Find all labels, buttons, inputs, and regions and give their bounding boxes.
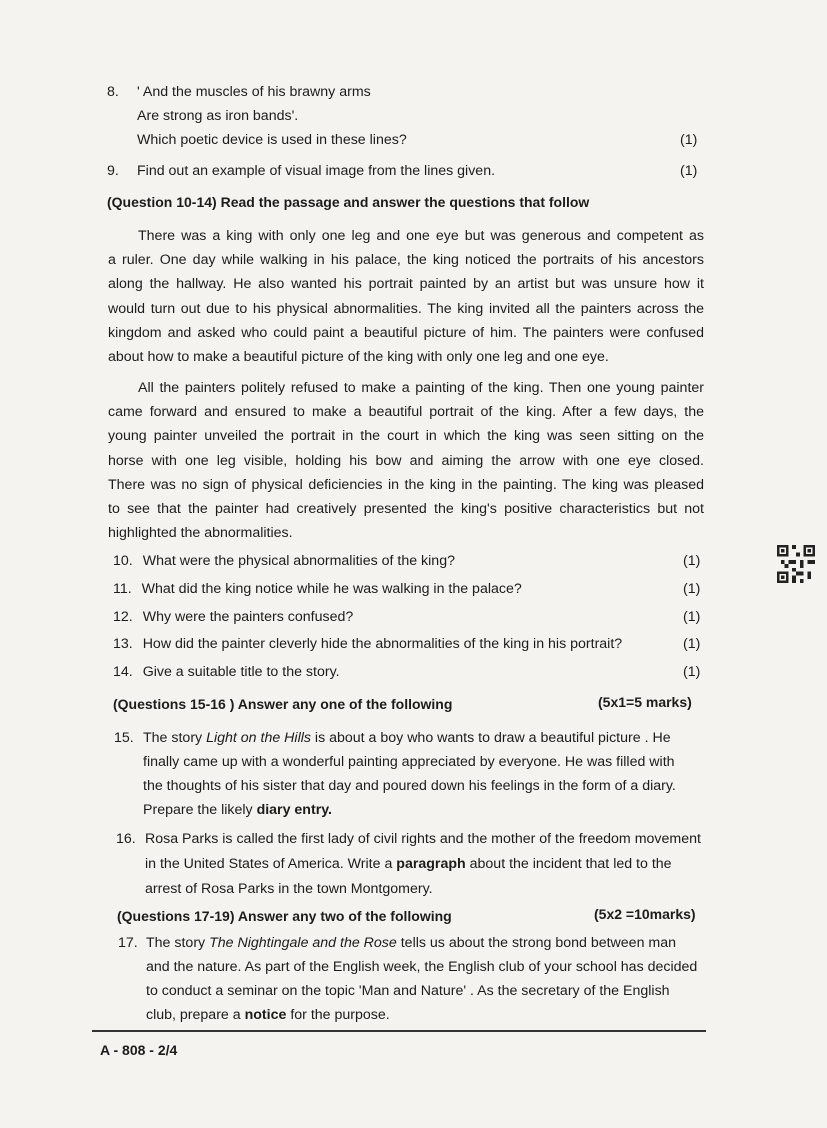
question-number: 8.	[107, 84, 119, 100]
question-number: 14.	[113, 664, 133, 680]
passage-line: would turn out due to his physical abnormalities. The king invited all the painters across the	[108, 300, 704, 317]
section-heading-17-19: (Questions 17-19) Answer any two of the following	[117, 908, 452, 924]
passage-paragraph-1	[108, 224, 704, 369]
passage-line: about how to make a beautiful picture of the king with only one leg and one eye.	[108, 348, 609, 365]
question-9	[107, 159, 707, 183]
question-11	[113, 576, 703, 602]
question-number: 15.	[114, 730, 134, 746]
section-heading-15-16: (Questions 15-16 ) Answer any one of the following	[113, 696, 453, 712]
question-line: arrest of Rosa Parks in the town Montgomery.	[145, 881, 433, 897]
question-mark: (1)	[683, 553, 701, 569]
passage-line: There was a king with only one leg and one eye but was generous and competent as	[138, 228, 704, 244]
question-line: the thoughts of his sister that day and poured down his feelings in the form of a diary.	[143, 778, 676, 794]
story-title: Light on the Hills	[206, 730, 311, 746]
task-keyword: paragraph	[396, 856, 466, 872]
question-10	[113, 548, 703, 574]
question-text: Give a suitable title to the story.	[142, 664, 340, 680]
passage-line: horse with one leg visible, holding his bow and aiming the arrow with one eye closed.	[108, 452, 704, 469]
question-number: 12.	[113, 609, 133, 625]
question-line: The story The Nightingale and the Rose tells us about the strong bond between man	[146, 935, 677, 951]
question-number: 9.	[107, 163, 119, 179]
question-number: 17.	[118, 935, 138, 951]
question-number: 10.	[113, 553, 133, 569]
question-line: club, prepare a notice for the purpose.	[146, 1007, 390, 1023]
footer-divider	[92, 1030, 706, 1032]
question-text: Why were the painters confused?	[142, 609, 354, 625]
passage-line: came forward and ensured to make a beautiful portrait of the king. After a few days, the	[108, 404, 704, 421]
question-line: to conduct a seminar on the topic 'Man and Nature' . As the secretary of the English	[146, 983, 670, 999]
passage-line: All the painters politely refused to make a painting of the king. Then one young painter	[138, 380, 704, 396]
question-line: The story Light on the Hills is about a boy who wants to draw a beautiful picture . He	[143, 730, 671, 746]
story-title: The Nightingale and the Rose	[209, 935, 397, 951]
question-mark: (1)	[680, 163, 698, 179]
question-line: Rosa Parks is called the first lady of civil rights and the mother of the freedom movement	[145, 831, 701, 847]
question-line: finally came up with a wonderful painting appreciated by everyone. He was filled with	[143, 754, 675, 770]
question-line: and the nature. As part of the English week, the English club of your school has decided	[146, 959, 698, 975]
question-mark: (1)	[683, 609, 701, 625]
page-footer: A - 808 - 2/4	[100, 1042, 178, 1058]
question-13	[113, 631, 703, 657]
question-text: What did the king notice while he was walking in the palace?	[141, 581, 522, 597]
task-keyword: notice	[244, 1007, 287, 1023]
question-text: Find out an example of visual image from the lines given.	[137, 163, 496, 179]
passage-line: along the hallway. He also wanted his portrait painted by an artist but was unsure how it	[108, 276, 704, 293]
question-12	[113, 604, 703, 630]
question-8	[107, 80, 707, 152]
question-14	[113, 659, 703, 685]
poem-line-2: Are strong as iron bands'.	[137, 108, 299, 124]
question-number: 16.	[116, 831, 136, 847]
poem-line-1: ' And the muscles of his brawny arms	[137, 84, 371, 100]
qr-code-icon	[776, 545, 816, 583]
passage-paragraph-2	[108, 376, 704, 545]
passage-line: There was no sign of physical deficiencies in the king in the painting. The king was pleased	[108, 476, 704, 493]
question-mark: (1)	[680, 132, 698, 148]
task-keyword: diary entry.	[256, 802, 332, 818]
question-number: 11.	[113, 581, 132, 597]
passage-line: young painter unveiled the portrait in the court in which the king was seen sitting on the	[108, 428, 704, 445]
question-text: Which poetic device is used in these lines?	[137, 132, 407, 148]
passage-line: highlighted the abnormalities.	[108, 525, 293, 542]
passage-heading: (Question 10-14) Read the passage and answer the questions that follow	[107, 194, 590, 210]
question-mark: (1)	[683, 581, 701, 597]
question-16	[116, 827, 716, 902]
question-text: How did the painter cleverly hide the abnormalities of the king in his portrait?	[142, 636, 623, 652]
question-line: Prepare the likely diary entry.	[143, 802, 332, 818]
question-15	[114, 726, 714, 822]
question-mark: (1)	[683, 664, 701, 680]
passage-line: to see that the painter had creatively presented the king's positive characteristics but not	[108, 500, 704, 517]
passage-line: kingdom and asked who could paint a beautiful picture of him. The painters were confused	[108, 324, 704, 341]
section-marks-15-16: (5x1=5 marks)	[598, 694, 692, 710]
section-marks-17-19: (5x2 =10marks)	[594, 906, 696, 922]
question-17	[118, 931, 718, 1027]
question-text: What were the physical abnormalities of the king?	[142, 553, 455, 569]
question-line: in the United States of America. Write a paragraph about the incident that led to the	[145, 856, 672, 872]
question-mark: (1)	[683, 636, 701, 652]
question-number: 13.	[113, 636, 133, 652]
passage-line: a ruler. One day while walking in his palace, the king noticed the portraits of his ancestors	[108, 252, 704, 269]
